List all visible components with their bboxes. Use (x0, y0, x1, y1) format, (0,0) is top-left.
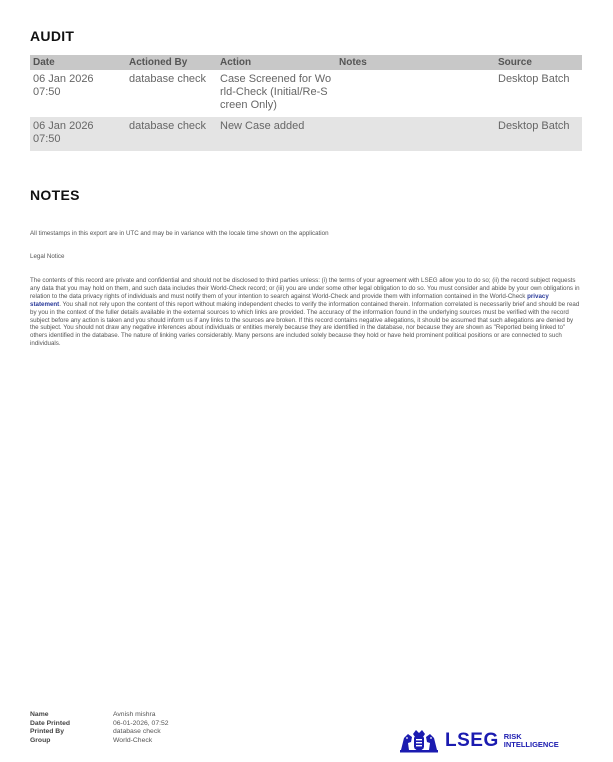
risk-text: RISK (503, 732, 522, 741)
name-label: Name (30, 711, 49, 718)
cell-action: New Case added (217, 117, 336, 151)
cell-notes (336, 70, 495, 117)
audit-header-row (30, 55, 582, 70)
cell-notes (336, 117, 495, 151)
risk-intelligence-label (504, 733, 559, 749)
group-label: Group (30, 737, 51, 745)
cell-actioned-by: database check (126, 117, 217, 151)
print-footer (30, 711, 169, 746)
date-printed-value: 06-01-2026, 07:52 (113, 719, 169, 727)
legal-text-part1: The contents of this record are private and confidential and should not be disclosed to third parties unless: (i) the terms of your agreement with LSEG allow you to do so; (ii) the record subject requests any data that you may hold on them, and such data includes their World-Check record; or (iii) you are under some other legal obligation to do so. You must consider and abide by your own obligations in relation to the data privacy rights of individuals and must notify them of your intention to search against World-Check and provide them with information contained in the World-Check (30, 277, 580, 300)
printed-by-label: Printed By (30, 728, 64, 736)
audit-table (30, 55, 582, 151)
intelligence-text: INTELLIGENCE (503, 740, 559, 749)
legal-text-part2: . You shall not rely upon the content of this report without making independent checks to verify the information contained therein. Information correlated is necessarily brief and should be read by you in the context of the fuller details available in the external sources to which links are provided. The accuracy of the information found in the underlying sources must be verified with the record subject before any action is taken and you should inform us if any links to the sources are broken. If this record contains negative allegations, it should be assumed that such allegations are denied by the subject. You should not draw any negative inferences about individuals or entities merely because they are identified in the database, nor because they are shown as "Reported being linked to" others identified in the database. The nature of linking varies considerably. Many persons are included solely because they hold or have held prominent political positions or are connected to such individuals. (30, 300, 580, 348)
cell-source: Desktop Batch (495, 117, 582, 151)
crest-icon (399, 728, 439, 754)
cell-actioned-by: database check (129, 73, 207, 85)
cell-source: Desktop Batch (498, 73, 570, 85)
column-header-action: Action (217, 55, 336, 70)
cell-action: Case Screened for World-Check (Initial/Re-Screen Only) (220, 73, 332, 111)
privacy-statement-link[interactable]: privacy statement (30, 292, 549, 308)
column-header-source: Source (495, 55, 582, 70)
date-printed-label: Date Printed (30, 719, 71, 727)
legal-notice-title: Legal Notice (30, 253, 65, 260)
legal-notice-body (30, 277, 580, 348)
printed-by-value: database check (113, 728, 161, 736)
cell-date: 06 Jan 2026 07:50 (33, 73, 94, 98)
group-value: World-Check (113, 737, 153, 745)
column-header-actioned-by: Actioned By (126, 55, 217, 70)
column-header-date: Date (30, 55, 126, 70)
column-header-notes: Notes (336, 55, 495, 70)
table-row (30, 70, 582, 117)
lseg-wordmark: LSEG (445, 730, 499, 751)
table-row (30, 117, 582, 151)
name-value: Avnish mishra (113, 711, 156, 718)
timestamp-note: All timestamps in this export are in UTC and may be in variance with the locale time shown on the application (30, 230, 329, 237)
notes-title: NOTES (30, 187, 80, 203)
audit-title: AUDIT (30, 28, 75, 44)
cell-date: 06 Jan 2026 07:50 (30, 117, 126, 151)
lseg-logo (399, 728, 559, 754)
